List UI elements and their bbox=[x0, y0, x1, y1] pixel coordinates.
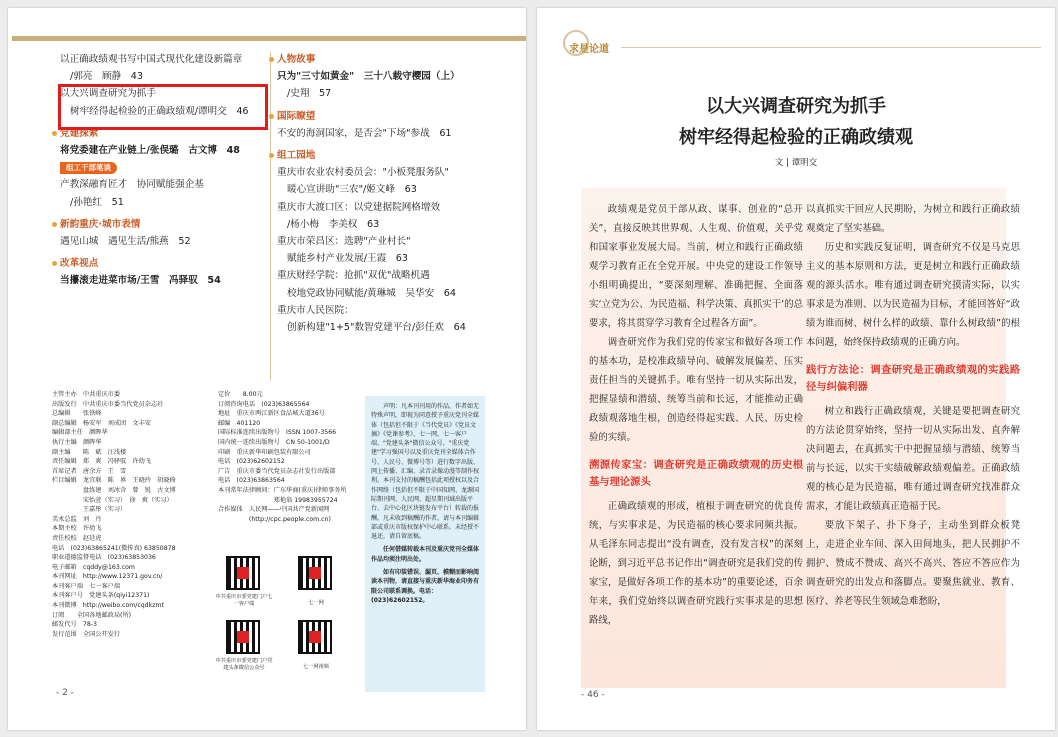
left-page bbox=[8, 8, 526, 730]
toc-entry[interactable]: 不安的海洞国家，是否会"下场"参战 61 bbox=[277, 127, 452, 139]
section-heading: 国际瞭望 bbox=[277, 108, 517, 125]
toc-entry[interactable]: 重庆财经学院：抢抓"双优"战略机遇 bbox=[277, 270, 430, 282]
toc-entry-author: /郭亮 顾静 43 bbox=[70, 71, 144, 83]
imprint-line: 本刊常年法律顾问：广东华商(重庆)律师事务所 bbox=[218, 486, 347, 494]
imprint-line: 副总编辑 杨安军 刘成团 文丰安 bbox=[52, 419, 151, 427]
imprint-line: 国际标准连续出版物号 ISSN 1007-3566 bbox=[218, 429, 337, 437]
qr-label: 中共重庆市委党建门户党建头条微信公众号 bbox=[215, 658, 273, 671]
qr-code-icon[interactable] bbox=[226, 620, 260, 654]
top-rule bbox=[12, 36, 526, 41]
imprint-line: 主管主办 中共重庆市委 bbox=[52, 391, 121, 398]
imprint-line: 本刊客户号 党建头条(qiyi12371) bbox=[52, 592, 150, 600]
imprint-line: 本期主校 许幼飞 bbox=[52, 525, 102, 533]
imprint-column-1 bbox=[52, 390, 212, 639]
toc-entry-highlighted-subtitle[interactable]: 树牢经得起检验的正确政绩观/谭明交 46 bbox=[70, 105, 249, 117]
article-paragraph: 以真抓实干回应人民期盼，为树立和践行正确政绩观奠定了坚实基础。 bbox=[806, 204, 1020, 234]
toc-entry-author: 赋能乡村产业发展/王霞 63 bbox=[287, 253, 408, 265]
article-paragraph: 树立和践行正确政绩观，关键是要把调查研究的方法论贯穿始终，坚持一切从实际出发、直奔解决问题去，在真抓实干中把握显绩与潜绩、统筹当前与长远，以实干实绩破解政绩观偏差。正确政绩观的核心是为民造福，唯有通过调查研究找准群众需求，才能让政绩真正造福于民。 bbox=[806, 406, 1020, 512]
toc-entry-highlighted-title[interactable]: 以大兴调查研究为抓手 bbox=[60, 88, 156, 100]
imprint-line: 电话 (023)63863564 bbox=[218, 477, 285, 485]
imprint-line: 郑艳翁 19983955724 bbox=[218, 496, 338, 504]
imprint-line: 邮发代号 78-3 bbox=[52, 621, 97, 629]
article-column-left bbox=[589, 200, 803, 630]
imprint-line: 订阅 全国各地邮政局(所) bbox=[52, 611, 132, 619]
section-tag: 组工干部笔谈 bbox=[60, 162, 117, 174]
toc-entry[interactable]: 遇见山城 遇见生活/熊燕 52 bbox=[60, 236, 191, 248]
imprint-line: 印刷 重庆新华印刷包装有限公司 bbox=[218, 448, 311, 456]
imprint-line: 宋怡萱（实习） 徐 爽（实习） bbox=[52, 496, 173, 504]
article-heading: 溯源传家宝：调查研究是正确政绩观的历史根基与理论源头 bbox=[589, 459, 803, 488]
article-paragraph: 历史和实践反复证明，调查研究不仅是马克思主义的基本原则和方法，更是树立和践行正确政绩观的源头活水。唯有通过调查研究摸清实际，以实事求是为准则、以为民造福为目标，才能回答好“政绩为谁而树、树什么样的政绩、靠什么树政绩”的根本问题，始终保持政绩观的正确方向。 bbox=[806, 242, 1020, 348]
article-title: 以大兴调查研究为抓手 bbox=[706, 96, 886, 117]
imprint-line: 首席记者 唐余方 王 雪 bbox=[52, 467, 127, 475]
imprint-line: 盘练建 刘冰含 曾 锐 古文博 bbox=[52, 486, 176, 494]
toc-entry[interactable]: 重庆市大渡口区：以党建据院网格增效 bbox=[277, 201, 441, 213]
imprint-line: (http://cpc.people.com.cn) bbox=[218, 515, 331, 523]
imprint-line: 订阅咨询电话 (023)63865564 bbox=[218, 400, 310, 408]
imprint-line: 邮编 401120 bbox=[218, 419, 261, 427]
toc-entry-author: /史翔 57 bbox=[287, 88, 332, 100]
notice-paragraph: 任何借媒转载本刊及重庆党刊全媒体作品均须注明出处。 bbox=[371, 546, 480, 563]
imprint-line: 地址 重庆市两江新区食品城大道36号 bbox=[218, 410, 325, 418]
qr-label: 中共重庆市委党建门户七一客户端 bbox=[215, 594, 273, 607]
toc-entry[interactable]: 重庆市荣昌区：选聘"产业村长" bbox=[277, 236, 411, 248]
toc-column-2 bbox=[277, 51, 517, 336]
qr-label: 七一网 bbox=[308, 600, 324, 606]
article-column-right bbox=[806, 200, 1020, 611]
qr-code-icon[interactable] bbox=[226, 556, 260, 590]
notice-paragraph: 声明：凡本刊刊用的作品，作者如无特殊声明，即视为同意授予重庆党刊全媒体（包括但不限于《当代党员》《党员文摘》《党课参考》、七一网、七一客户端、"党建头条"微信公众号、"重庆党建"学习强国号以及重庆党刊全媒体合作号、人民号、微博号等）进行数字出版、网上传播、汇编、录音录像动漫等制作权利。本刊支付的稿酬包括此项授权以及合作网络（包括但不限于中国知网、龙源国际期刊网、人民网、超星期刊域出版平台、去中心化区块链发布平台）转载的报酬。凡未收到稿酬的作者，请与本刊编辑部或重庆市版权保护中心联系。未经授不退还，请自留底稿。 bbox=[371, 403, 480, 541]
toc-entry[interactable]: 重庆市人民医院： bbox=[277, 304, 354, 316]
imprint-line: 职业道德监督电话 (023)63853036 bbox=[52, 554, 156, 562]
section-heading: 组工园地 bbox=[277, 147, 517, 164]
imprint-line: 广告 重庆市委当代党员杂志社发行出版部 bbox=[218, 467, 336, 475]
toc-entry-author: 暖心宣讲助"三农"/姬文峰 63 bbox=[287, 184, 417, 196]
imprint-line: 合作媒体 人民网——中国共产党新闻网 bbox=[218, 506, 330, 514]
column-divider bbox=[270, 51, 271, 381]
imprint-line: 副主编 陈 斌 汪浅楼 bbox=[52, 448, 127, 456]
page-number: - 2 - bbox=[56, 688, 74, 698]
page-number: - 46 - bbox=[581, 690, 605, 700]
imprint-line: 编辑部主任 颜晖华 bbox=[52, 429, 108, 437]
imprint-line: 王嘉彤（实习） bbox=[52, 506, 127, 514]
section-heading: 改革视点 bbox=[60, 255, 264, 272]
article-paragraph: 调查研究作为我们党的传家宝和做好各项工作的基本功，是校准政绩导向、破解发展偏差、压实责任担当的关键抓手。唯有坚持一切从实际出发，把握显绩和潜绩、统筹当前和长远，才能推动正确政绩观落地生根，创造经得起实践、人民、历史检验的实绩。 bbox=[589, 337, 803, 443]
toc-entry[interactable]: 将党委建在产业链上/张俣璐 古文博 48 bbox=[60, 145, 240, 157]
article-heading: 践行方法论：调查研究是正确政绩观的实践路径与纠偏利器 bbox=[806, 364, 1020, 393]
imprint-line: 定价 8.00元 bbox=[218, 391, 263, 398]
toc-entry-author: /杨小梅 李美权 63 bbox=[287, 218, 380, 230]
right-page bbox=[537, 8, 1055, 730]
imprint-line: 国内统一连续出版物号 CN 50-1001/D bbox=[218, 438, 330, 446]
imprint-line: 本刊客户端 七一客户端 bbox=[52, 582, 121, 590]
imprint-line: 发行范围 全国公开发行 bbox=[52, 630, 121, 638]
article-paragraph: 正确政绩观的形成，植根于调查研究的优良传统，与实事求是、为民造福的核心要求同频共振。从毛泽东同志提出“没有调查，没有发言权”的深刻论断，到习近平总书记作出“调查研究是我们党的传家宝，是做好各项工作的基本功”的重要论述，百余年来，我们党始终以调查研究践行实事求是的思想路线， bbox=[589, 501, 803, 626]
qr-code-icon[interactable] bbox=[298, 620, 332, 654]
article-paragraph: 要放下架子、扑下身子，主动坐到群众板凳上，走进企业车间、深入田间地头，把人民拥护不拥护、赞成不赞成、高兴不高兴、答应不答应作为调查研究的出发点和落脚点。要聚焦就业、教育、医疗、养老等民生领域急难愁盼， bbox=[806, 520, 1020, 607]
section-kicker: 求是论道 bbox=[569, 44, 609, 55]
toc-entry[interactable]: 以正确政绩观书写中国式现代化建设新篇章 bbox=[60, 54, 243, 65]
qr-code-icon[interactable] bbox=[298, 556, 332, 590]
imprint-line: 总编辑 张铁峰 bbox=[52, 410, 102, 418]
toc-entry[interactable]: 只为"三寸如黄金" 三十八载守樱园（上） bbox=[277, 71, 460, 83]
imprint-line: 本刊网址 http://www.12371.gov.cn/ bbox=[52, 573, 163, 581]
highlight-box bbox=[58, 84, 268, 130]
imprint-line: 电话 (023)63865241(微传真) 63850878 bbox=[52, 544, 176, 552]
imprint-line: 栏目编辑 龙宜联 陈 界 王晓玲 胡晓倚 bbox=[52, 477, 176, 485]
toc-entry-author: 校地党政协同赋能/黄琳城 吴华安 64 bbox=[287, 287, 456, 299]
toc-entry-author: /孙艳红 51 bbox=[70, 196, 124, 208]
imprint-line: 电话 (023)62602152 bbox=[218, 458, 285, 466]
imprint-line: 电子邮箱 cqddy@163.com bbox=[52, 563, 135, 571]
imprint-line: 责任校校 赵廷虎 bbox=[52, 534, 102, 542]
section-heading: 新韵重庆·城市表情 bbox=[60, 216, 264, 233]
toc-entry[interactable]: 重庆市农业农村委员会："小板凳服务队" bbox=[277, 167, 449, 179]
byline: 文 | 谭明交 bbox=[774, 158, 818, 168]
qr-label: 七一网视频 bbox=[303, 664, 329, 670]
notice-paragraph: 如有印装错误、漏页、模糊而影响阅读本刊物，请直接与重庆新华海业印务有限公司联系调换。电话：(023)62602152。 bbox=[371, 569, 480, 604]
imprint-line: 出版发行 中共重庆市委当代党员杂志社 bbox=[52, 400, 164, 408]
toc-entry[interactable]: 当攥滚走进菜市场/王雪 冯驿驭 54 bbox=[60, 275, 221, 287]
toc-entry-author: 创新构建"1+5"数智党建平台/彭任欢 64 bbox=[287, 322, 466, 334]
section-heading: 党建探索 bbox=[60, 125, 264, 142]
article-paragraph: 政绩观是党员干部从政、谋事、创业的“总开关”，直接反映其世界观、人生观、价值观，关乎党和国家事业发展大局。当前，树立和践行正确政绩观学习教育正在全党开展。中央党的建设工作领导小组明确提出，“要深刻理解、准确把握、全面落实‘立党为公、为民造福、科学决策、真抓实干’的总要求，将其贯穿学习教育全过程各方面”。 bbox=[589, 204, 803, 329]
imprint-line: 美术总监 刘 丹 bbox=[52, 515, 102, 523]
article-subtitle: 树牢经得起检验的正确政绩观 bbox=[679, 127, 913, 148]
imprint-line: 责任编辑 郑 爽 冯驿驭 许幼飞 bbox=[52, 458, 151, 466]
imprint-line: 本刊微博 http://weibo.com/cqdkzmt bbox=[52, 602, 164, 610]
header-rule bbox=[621, 47, 1041, 48]
copyright-notice bbox=[365, 396, 485, 692]
imprint-line: 执行主编 颜晖华 bbox=[52, 438, 102, 446]
section-heading: 人物故事 bbox=[277, 51, 517, 68]
toc-entry[interactable]: 产教深融育匠才 协同赋能强企基 bbox=[60, 179, 204, 191]
imprint-column-2 bbox=[218, 390, 368, 524]
